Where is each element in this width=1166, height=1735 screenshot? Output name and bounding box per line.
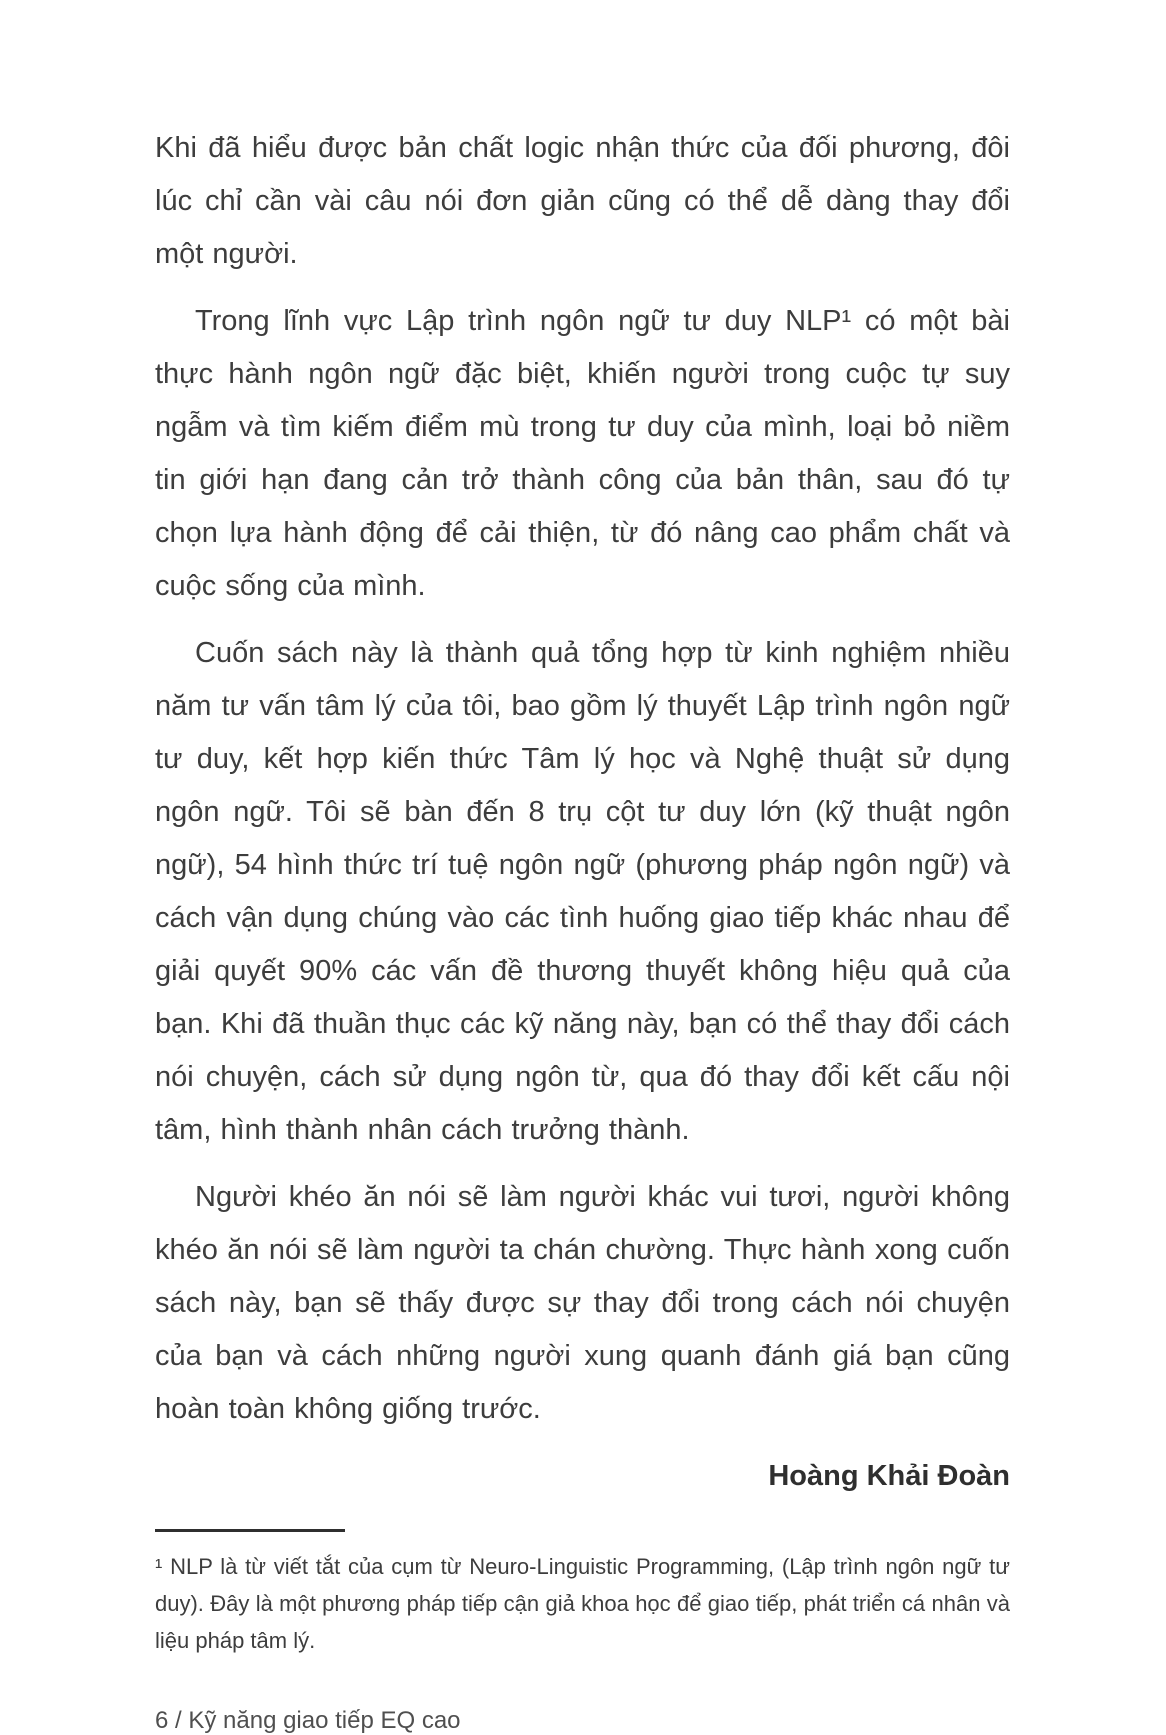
paragraph-4: Người khéo ăn nói sẽ làm người khác vui tươi, người không khéo ăn nói sẽ làm người ta chán chường. Thực hành xong cuốn sách này, bạn sẽ thấy được sự thay đổi trong cách nói chuyện của bạn và cách những người xung quanh đánh giá bạn cũng hoàn toàn không giống trước.: [155, 1181, 1010, 1425]
page-body: [155, 122, 1010, 1503]
paragraph-3: Cuốn sách này là thành quả tổng hợp từ kinh nghiệm nhiều năm tư vấn tâm lý của tôi, bao gồm lý thuyết Lập trình ngôn ngữ tư duy, kết hợp kiến thức Tâm lý học và Nghệ thuật sử dụng ngôn ngữ. Tôi sẽ bàn đến 8 trụ cột tư duy lớn (kỹ thuật ngôn ngữ), 54 hình thức trí tuệ ngôn ngữ (phương pháp ngôn ngữ) và cách vận dụng chúng vào các tình huống giao tiếp khác nhau để giải quyết 90% các vấn đề thương thuyết không hiệu quả của bạn. Khi đã thuần thục các kỹ năng này, bạn có thể thay đổi cách nói chuyện, cách sử dụng ngôn từ, qua đó thay đổi kết cấu nội tâm, hình thành nhân cách trưởng thành.: [155, 637, 1010, 1146]
footnote-text: ¹ NLP là từ viết tắt của cụm từ Neuro-Linguistic Programming, (Lập trình ngôn ngữ tư duy). Đây là một phương pháp tiếp cận giả khoa học để giao tiếp, phát triển cá nhân và liệu pháp tâm lý.: [155, 1554, 1010, 1653]
page-footer: 6 / Kỹ năng giao tiếp EQ cao: [155, 1707, 461, 1734]
paragraph-1: Khi đã hiểu được bản chất logic nhận thức của đối phương, đôi lúc chỉ cần vài câu nói đơn giản cũng có thể dễ dàng thay đổi một người.: [155, 132, 1010, 270]
footnote-section: [155, 1529, 1010, 1659]
author-signature: Hoàng Khải Đoàn: [768, 1460, 1010, 1492]
paragraph-2: Trong lĩnh vực Lập trình ngôn ngữ tư duy NLP¹ có một bài thực hành ngôn ngữ đặc biệt, khiến người trong cuộc tự suy ngẫm và tìm kiếm điểm mù trong tư duy của mình, loại bỏ niềm tin giới hạn đang cản trở thành công của bản thân, sau đó tự chọn lựa hành động để cải thiện, từ đó nâng cao phẩm chất và cuộc sống của mình.: [155, 305, 1010, 602]
footnote-divider: [155, 1529, 345, 1532]
